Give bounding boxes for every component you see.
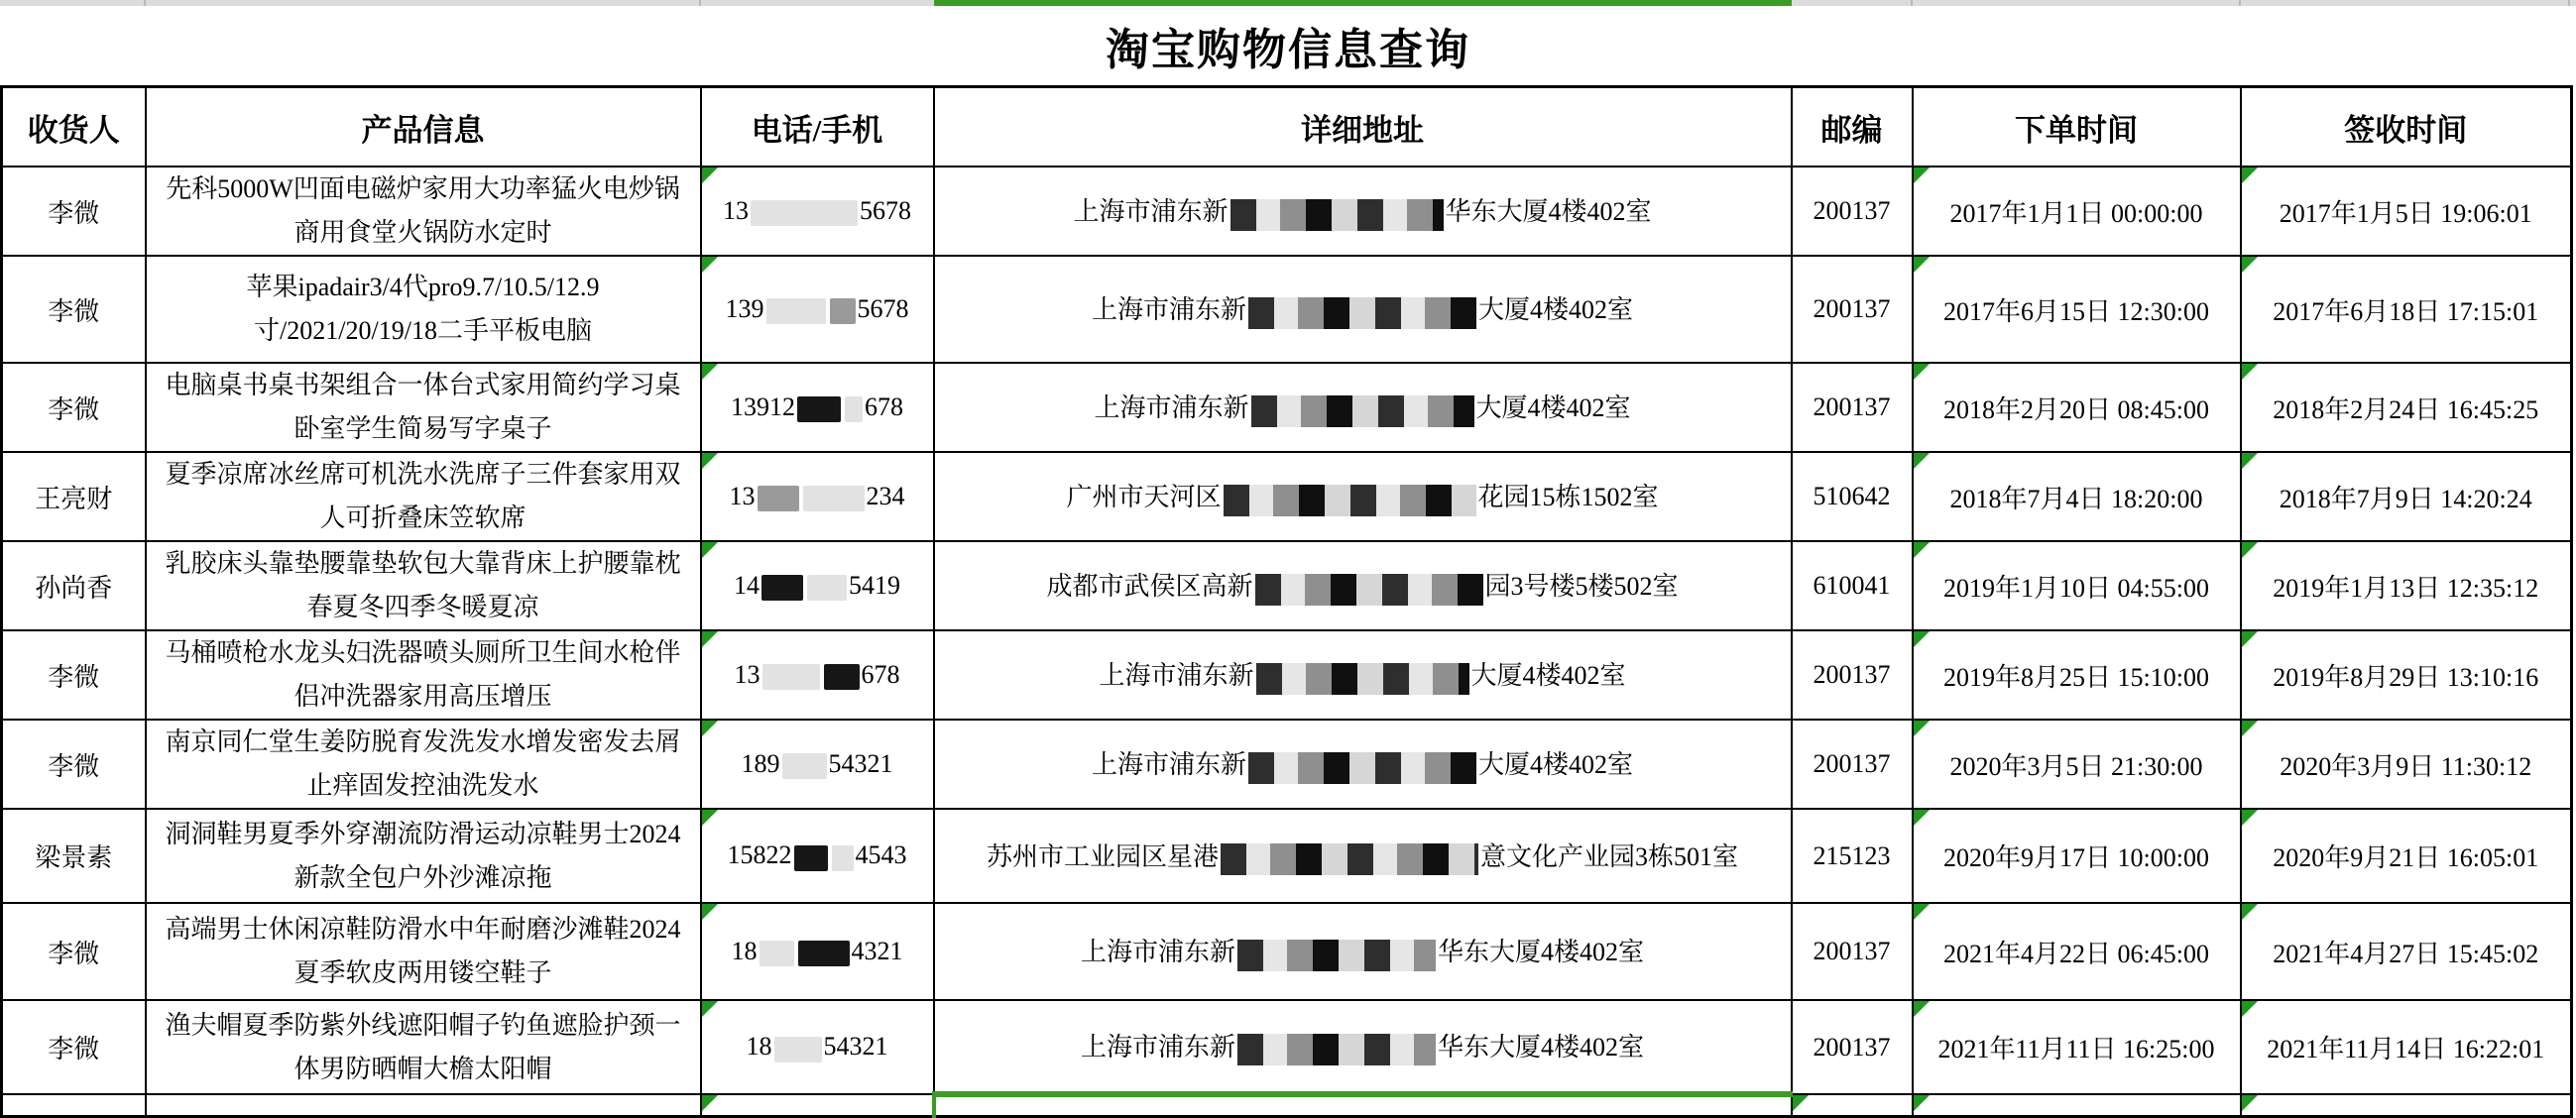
- redacted-text: [1251, 395, 1474, 427]
- cell-zip[interactable]: [1792, 1094, 1913, 1117]
- text-fragment: 成都市武侯区高新: [1046, 572, 1253, 602]
- text-fragment: 18: [731, 936, 758, 965]
- error-indicator-triangle: [702, 631, 718, 647]
- cell-address[interactable]: [934, 809, 1792, 903]
- text-fragment: 18: [746, 1032, 772, 1062]
- redacted-text: [1248, 297, 1476, 329]
- error-indicator-triangle: [702, 1001, 718, 1017]
- error-indicator-triangle: [1793, 1095, 1809, 1111]
- cell-phone[interactable]: [701, 809, 934, 903]
- redacted-text: [762, 664, 820, 690]
- cell-address[interactable]: [934, 903, 1792, 1000]
- cell-product[interactable]: 苹果ipadair3/4代pro9.7/10.5/12.9寸/2021/20/19/18二手平板电脑: [146, 256, 701, 363]
- cell-order-time[interactable]: 2021年11月11日 16:25:00: [1913, 1000, 2241, 1094]
- error-indicator-triangle: [702, 453, 718, 469]
- text-fragment: 189: [741, 748, 780, 778]
- text-fragment: 13: [729, 481, 756, 510]
- error-indicator-triangle: [2242, 1001, 2258, 1017]
- cell-sign-time[interactable]: 2017年6月18日 17:15:01: [2241, 256, 2572, 363]
- text-fragment: 4321: [851, 936, 903, 965]
- cell-zip[interactable]: 200137: [1792, 363, 1913, 452]
- cell-order-time[interactable]: 2017年6月15日 12:30:00: [1913, 256, 2241, 363]
- text-fragment: 5419: [849, 570, 900, 600]
- text-fragment: 5678: [860, 195, 911, 225]
- text-fragment: 234: [866, 481, 905, 510]
- text-fragment: 华东大厦4楼402室: [1438, 1032, 1645, 1062]
- cell-sign-time[interactable]: 2021年4月27日 15:45:02: [2241, 903, 2572, 1000]
- cell-order-time[interactable]: 2021年4月22日 06:45:00: [1913, 903, 2241, 1000]
- cell-phone[interactable]: [701, 256, 934, 363]
- table-row: [2, 256, 2572, 363]
- redacted-text: [830, 298, 856, 324]
- text-fragment: 上海市浦东新: [1091, 750, 1246, 780]
- column-header-order-time[interactable]: 下单时间: [1913, 87, 2241, 168]
- error-indicator-triangle: [2242, 721, 2258, 736]
- text-fragment: 上海市浦东新: [1094, 393, 1249, 423]
- selected-column-indicator: [934, 0, 1792, 6]
- redacted-text: [774, 1037, 822, 1062]
- table-row: [2, 809, 2572, 903]
- text-fragment: 华东大厦4楼402室: [1445, 197, 1652, 227]
- text-fragment: 上海市浦东新: [1073, 197, 1229, 227]
- column-tick: [2239, 0, 2241, 6]
- table-row-partial: [2, 1094, 2572, 1117]
- cell-sign-time[interactable]: 2019年1月13日 12:35:12: [2241, 541, 2572, 630]
- error-indicator-triangle: [2242, 257, 2258, 273]
- cell-zip[interactable]: 215123: [1792, 809, 1913, 903]
- text-fragment: 54321: [828, 748, 893, 778]
- redacted-text: [782, 753, 827, 779]
- cell-order-time[interactable]: [1913, 1094, 2241, 1117]
- error-indicator-triangle: [2242, 542, 2258, 558]
- text-fragment: 花园15栋1502室: [1477, 483, 1659, 512]
- cell-order-time[interactable]: 2019年8月25日 15:10:00: [1913, 630, 2241, 720]
- cell-address[interactable]: [934, 363, 1792, 452]
- cell-recipient[interactable]: 李微: [2, 363, 146, 452]
- cell-sign-time[interactable]: 2018年2月24日 16:45:25: [2241, 363, 2572, 452]
- text-fragment: 上海市浦东新: [1091, 295, 1246, 325]
- error-indicator-triangle: [1914, 721, 1930, 736]
- redacted-text: [1237, 940, 1436, 971]
- cell-recipient[interactable]: 李微: [2, 720, 146, 809]
- error-indicator-triangle: [1914, 1001, 1930, 1017]
- title-row: [0, 6, 2576, 85]
- cell-product[interactable]: 电脑桌书桌书架组合一体台式家用简约学习桌卧室学生简易写字桌子: [146, 363, 701, 452]
- cell-sign-time[interactable]: 2018年7月9日 14:20:24: [2241, 452, 2572, 541]
- error-indicator-triangle: [2242, 904, 2258, 920]
- column-header-recipient[interactable]: 收货人: [2, 87, 146, 168]
- cell-address[interactable]: [934, 1000, 1792, 1094]
- table-row: [2, 903, 2572, 1000]
- column-header-zip[interactable]: 邮编: [1792, 87, 1913, 168]
- cell-order-time[interactable]: 2018年2月20日 08:45:00: [1913, 363, 2241, 452]
- cell-order-time[interactable]: 2018年7月4日 18:20:00: [1913, 452, 2241, 541]
- cell-product[interactable]: 南京同仁堂生姜防脱育发洗发水增发密发去屑止痒固发控油洗发水: [146, 720, 701, 809]
- text-fragment: 大厦4楼402室: [1478, 295, 1634, 325]
- error-indicator-triangle: [702, 542, 718, 558]
- cell-phone[interactable]: [701, 1000, 934, 1094]
- column-tick: [2568, 0, 2570, 6]
- text-fragment: 大厦4楼402室: [1475, 393, 1631, 423]
- cell-product[interactable]: 先科5000W凹面电磁炉家用大功率猛火电炒锅商用食堂火锅防水定时: [146, 167, 701, 256]
- cell-recipient[interactable]: 李微: [2, 903, 146, 1000]
- cell-zip[interactable]: 200137: [1792, 903, 1913, 1000]
- cell-sign-time[interactable]: 2019年8月29日 13:10:16: [2241, 630, 2572, 720]
- redacted-text: [824, 664, 860, 690]
- cell-zip[interactable]: 200137: [1792, 1000, 1913, 1094]
- table-row: [2, 630, 2572, 720]
- cell-address[interactable]: [934, 452, 1792, 541]
- redacted-text: [1256, 663, 1469, 695]
- text-fragment: 苏州市工业园区星港: [986, 841, 1219, 871]
- column-tick: [1911, 0, 1913, 6]
- redacted-text: [798, 941, 850, 966]
- cell-recipient[interactable]: 李微: [2, 167, 146, 256]
- cell-phone[interactable]: [701, 720, 934, 809]
- cell-zip[interactable]: 610041: [1792, 541, 1913, 630]
- cell-recipient[interactable]: 李微: [2, 630, 146, 720]
- redacted-text: [1221, 843, 1478, 875]
- cell-product[interactable]: 乳胶床头靠垫腰靠垫软包大靠背床上护腰靠枕春夏冬四季冬暖夏凉: [146, 541, 701, 630]
- cell-sign-time[interactable]: 2020年3月9日 11:30:12: [2241, 720, 2572, 809]
- error-indicator-triangle: [2242, 453, 2258, 469]
- redacted-text: [758, 486, 799, 511]
- text-fragment: 上海市浦东新: [1080, 1032, 1235, 1062]
- cell-sign-time[interactable]: 2017年1月5日 19:06:01: [2241, 167, 2572, 256]
- cell-product[interactable]: 渔夫帽夏季防紫外线遮阳帽子钓鱼遮脸护颈一体男防晒帽大檐太阳帽: [146, 1000, 701, 1094]
- redacted-text: [761, 575, 803, 601]
- error-indicator-triangle: [1914, 810, 1930, 826]
- cell-address[interactable]: [934, 541, 1792, 630]
- error-indicator-triangle: [2242, 1095, 2258, 1111]
- text-fragment: 678: [861, 659, 900, 689]
- error-indicator-triangle: [2242, 810, 2258, 826]
- cell-address[interactable]: [934, 630, 1792, 720]
- error-indicator-triangle: [2242, 631, 2258, 647]
- cell-recipient[interactable]: 李微: [2, 1000, 146, 1094]
- error-indicator-triangle: [702, 810, 718, 826]
- table-row: [2, 1000, 2572, 1094]
- redacted-text: [751, 200, 858, 226]
- redacted-text: [845, 396, 863, 422]
- cell-phone[interactable]: [701, 452, 934, 541]
- cell-sign-time[interactable]: [2241, 1094, 2572, 1117]
- cell-recipient[interactable]: 王亮财: [2, 452, 146, 541]
- error-indicator-triangle: [1914, 904, 1930, 920]
- header-row: [2, 87, 2572, 168]
- text-fragment: 5678: [857, 293, 909, 323]
- error-indicator-triangle: [1914, 257, 1930, 273]
- cell-order-time[interactable]: 2020年3月5日 21:30:00: [1913, 720, 2241, 809]
- redacted-text: [1248, 752, 1476, 784]
- redacted-text: [766, 298, 826, 324]
- column-header-address[interactable]: 详细地址: [934, 87, 1792, 168]
- redacted-text: [803, 486, 865, 511]
- cell-sign-time[interactable]: 2020年9月21日 16:05:01: [2241, 809, 2572, 903]
- redacted-text: [794, 845, 828, 871]
- error-indicator-triangle: [1914, 364, 1930, 380]
- text-fragment: 13: [723, 195, 749, 225]
- cell-zip[interactable]: 200137: [1792, 167, 1913, 256]
- text-fragment: 大厦4楼402室: [1478, 750, 1634, 780]
- text-fragment: 华东大厦4楼402室: [1438, 938, 1645, 967]
- text-fragment: 14: [734, 570, 760, 600]
- cell-order-time[interactable]: 2019年1月10日 04:55:00: [1913, 541, 2241, 630]
- cell-order-time[interactable]: 2017年1月1日 00:00:00: [1913, 167, 2241, 256]
- cell-zip[interactable]: 200137: [1792, 720, 1913, 809]
- page-title: 淘宝购物信息查询: [1106, 26, 1470, 74]
- redacted-text: [1237, 1034, 1436, 1065]
- cell-address[interactable]: [934, 256, 1792, 363]
- cell-phone[interactable]: [701, 167, 934, 256]
- table-row: [2, 363, 2572, 452]
- error-indicator-triangle: [702, 721, 718, 736]
- error-indicator-triangle: [2242, 168, 2258, 183]
- cell-zip[interactable]: 200137: [1792, 630, 1913, 720]
- error-indicator-triangle: [702, 904, 718, 920]
- text-fragment: 园3号楼5楼502室: [1484, 572, 1679, 602]
- column-header-sign-time[interactable]: 签收时间: [2241, 87, 2572, 168]
- error-indicator-triangle: [2242, 364, 2258, 380]
- table-row: [2, 541, 2572, 630]
- cell-zip[interactable]: 510642: [1792, 452, 1913, 541]
- cell-address[interactable]: [934, 1094, 1792, 1117]
- error-indicator-triangle: [702, 1095, 718, 1111]
- redacted-text: [797, 396, 841, 422]
- text-fragment: 678: [865, 391, 903, 421]
- cell-product[interactable]: 夏季凉席冰丝席可机洗水洗席子三件套家用双人可折叠床笠软席: [146, 452, 701, 541]
- cell-phone[interactable]: [701, 1094, 934, 1117]
- error-indicator-triangle: [702, 168, 718, 183]
- cell-recipient[interactable]: [2, 1094, 146, 1117]
- cell-product[interactable]: 高端男士休闲凉鞋防滑水中年耐磨沙滩鞋2024夏季软皮两用镂空鞋子: [146, 903, 701, 1000]
- text-fragment: 139: [725, 293, 764, 323]
- text-fragment: 54321: [823, 1032, 888, 1062]
- cell-product[interactable]: [146, 1094, 701, 1117]
- cell-phone[interactable]: [701, 363, 934, 452]
- error-indicator-triangle: [1914, 168, 1930, 183]
- cell-recipient[interactable]: 李微: [2, 256, 146, 363]
- cell-product[interactable]: 马桶喷枪水龙头妇洗器喷头厕所卫生间水枪伴侣冲洗器家用高压增压: [146, 630, 701, 720]
- table-row: [2, 167, 2572, 256]
- cell-phone[interactable]: [701, 903, 934, 1000]
- table-row: [2, 720, 2572, 809]
- cell-recipient[interactable]: 梁景素: [2, 809, 146, 903]
- cell-phone[interactable]: [701, 541, 934, 630]
- cell-phone[interactable]: [701, 630, 934, 720]
- cell-sign-time[interactable]: 2021年11月14日 16:22:01: [2241, 1000, 2572, 1094]
- column-header-phone[interactable]: 电话/手机: [701, 87, 934, 168]
- spreadsheet-column-header-strip: [0, 0, 2576, 6]
- cell-product[interactable]: 洞洞鞋男夏季外穿潮流防滑运动凉鞋男士2024新款全包户外沙滩凉拖: [146, 809, 701, 903]
- cell-address[interactable]: [934, 720, 1792, 809]
- redacted-text: [1224, 485, 1476, 516]
- text-fragment: 大厦4楼402室: [1470, 661, 1626, 691]
- redacted-text: [760, 941, 794, 966]
- redacted-text: [1255, 574, 1483, 606]
- text-fragment: 13: [734, 659, 761, 689]
- text-fragment: 上海市浦东新: [1099, 661, 1254, 691]
- column-tick: [699, 0, 701, 6]
- error-indicator-triangle: [1914, 542, 1930, 558]
- table-row: [2, 452, 2572, 541]
- error-indicator-triangle: [1914, 453, 1930, 469]
- text-fragment: 上海市浦东新: [1080, 938, 1235, 967]
- cell-address[interactable]: [934, 167, 1792, 256]
- cell-recipient[interactable]: 孙尚香: [2, 541, 146, 630]
- error-indicator-triangle: [702, 364, 718, 380]
- redacted-text: [1230, 199, 1444, 231]
- text-fragment: 15822: [727, 840, 792, 870]
- text-fragment: 广州市天河区: [1066, 483, 1222, 512]
- cell-order-time[interactable]: 2020年9月17日 10:00:00: [1913, 809, 2241, 903]
- error-indicator-triangle: [1914, 1095, 1930, 1111]
- text-fragment: 意文化产业园3栋501室: [1480, 841, 1739, 871]
- cell-zip[interactable]: 200137: [1792, 256, 1913, 363]
- text-fragment: 4543: [855, 840, 907, 870]
- redacted-text: [807, 575, 847, 601]
- redacted-text: [832, 845, 854, 871]
- text-fragment: 13912: [731, 391, 795, 421]
- error-indicator-triangle: [702, 257, 718, 273]
- column-tick: [144, 0, 146, 6]
- orders-table: [0, 85, 2573, 1118]
- column-header-product[interactable]: 产品信息: [146, 87, 701, 168]
- error-indicator-triangle: [1914, 631, 1930, 647]
